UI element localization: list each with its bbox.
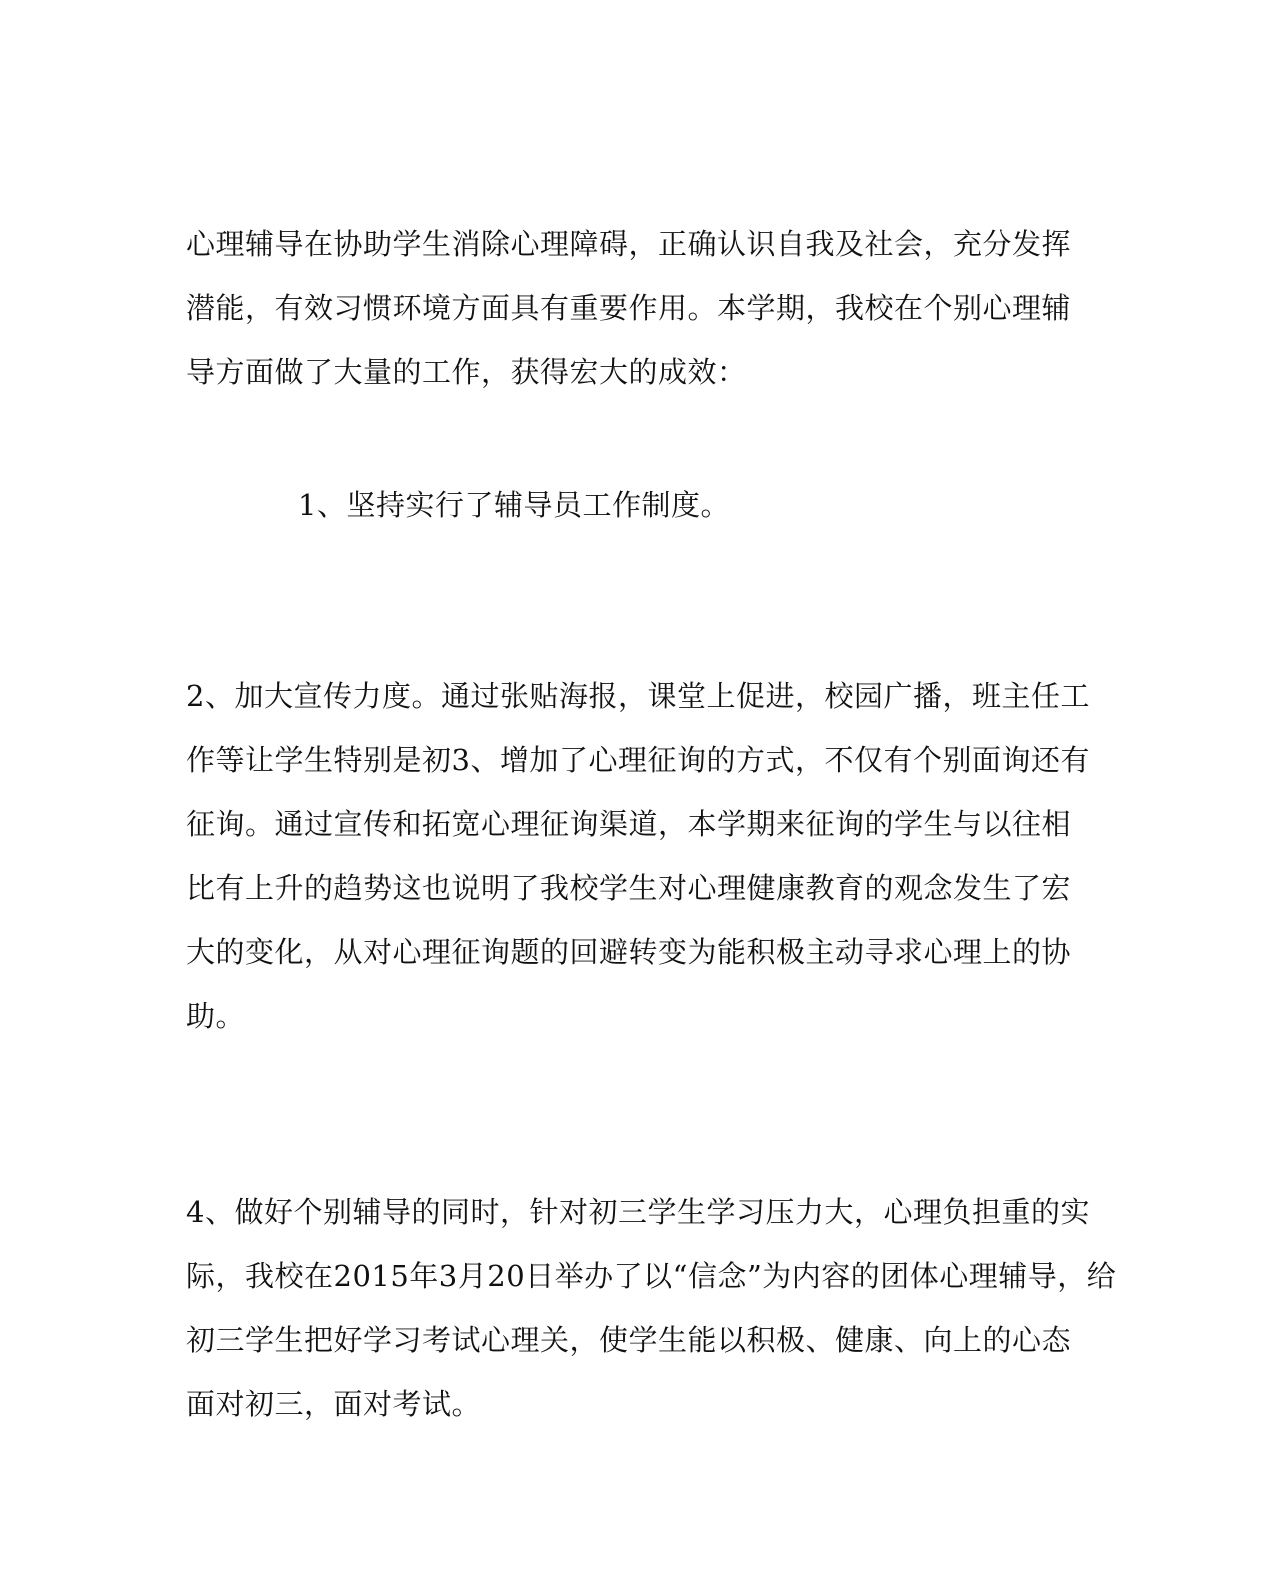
paragraph-item-2 — [186, 664, 1090, 1048]
text-line: 大的变化，从对心理征询题的回避转变为能积极主动寻求心理上的协 — [186, 935, 1072, 969]
paragraph-item-1 — [298, 473, 1178, 537]
text-line: 比有上升的趋势这也说明了我校学生对心理健康教育的观念发生了宏 — [186, 871, 1072, 905]
text-line: 助。 — [186, 999, 246, 1033]
text-line: 2、加大宣传力度。通过张贴海报，课堂上促进，校园广播，班主任工 — [186, 679, 1090, 713]
text-line: 作等让学生特别是初3、增加了心理征询的方式，不仅有个别面询还有 — [186, 743, 1090, 777]
text-line: 潜能，有效习惯环境方面具有重要作用。本学期，我校在个别心理辅 — [186, 291, 1072, 325]
text-line: 际，我校在2015年3月20日举办了以“信念”为内容的团体心理辅导，给 — [186, 1259, 1117, 1293]
text-line: 心理辅导在协助学生消除心理障碍，正确认识自我及社会，充分发挥 — [186, 227, 1072, 261]
text-line: 面对初三，面对考试。 — [186, 1387, 482, 1421]
text-line: 初三学生把好学习考试心理关，使学生能以积极、健康、向上的心态 — [186, 1323, 1072, 1357]
text-line: 4、做好个别辅导的同时，针对初三学生学习压力大，心理负担重的实 — [186, 1195, 1090, 1229]
paragraph-intro — [186, 212, 1072, 404]
text-line: 导方面做了大量的工作，获得宏大的成效： — [186, 355, 747, 389]
text-line: 征询。通过宣传和拓宽心理征询渠道，本学期来征询的学生与以往相 — [186, 807, 1072, 841]
paragraph-item-4 — [186, 1180, 1117, 1436]
text-line: 1、坚持实行了辅导员工作制度。 — [298, 488, 730, 522]
